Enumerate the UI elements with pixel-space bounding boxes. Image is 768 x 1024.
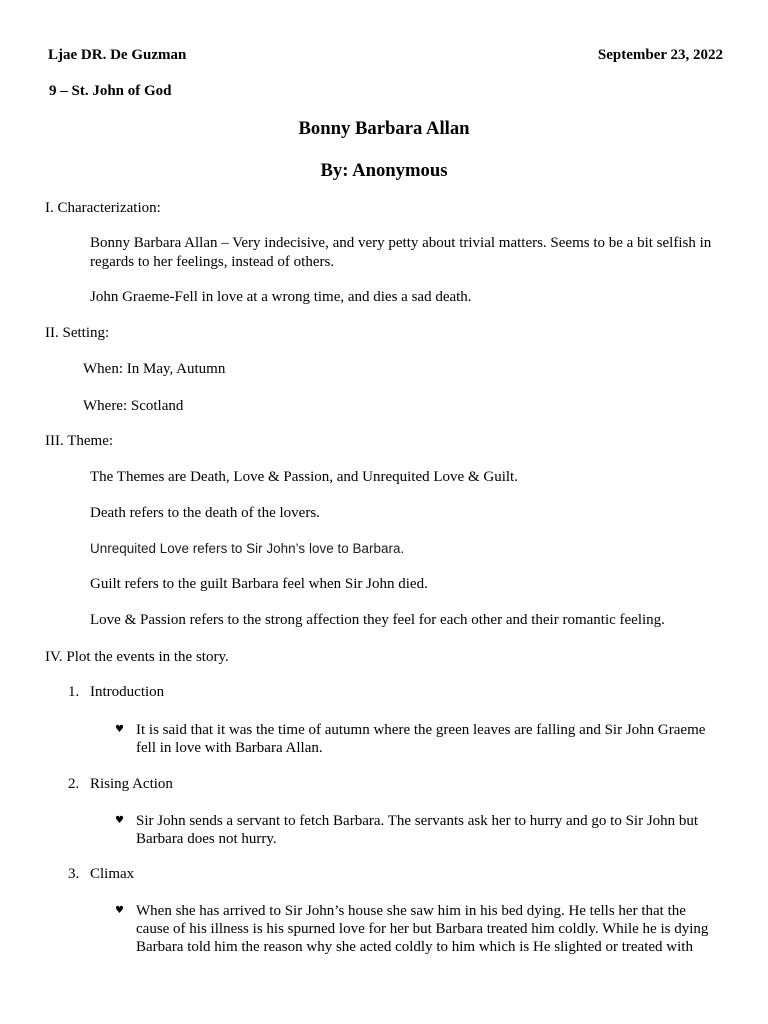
list-number: 3.	[68, 866, 80, 882]
document-date: September 23, 2022	[597, 47, 723, 63]
section-heading-plot: IV. Plot the events in the story.	[45, 649, 229, 665]
section-heading-setting: II. Setting:	[45, 325, 110, 341]
paragraph-line: Barbara does not hurry.	[136, 831, 277, 847]
heart-bullet-icon	[115, 902, 124, 920]
list-number: 1.	[68, 684, 80, 700]
plot-bullet-text	[136, 721, 705, 757]
theme-paragraph: Love & Passion refers to the strong affection they feel for each other and their romantic feeling.	[90, 612, 665, 628]
paragraph-line: It is said that it was the time of autumn where the green leaves are falling and Sir John Graeme	[136, 722, 706, 738]
characterization-entry	[90, 234, 711, 272]
paragraph-line: Sir John sends a servant to fetch Barbara. The servants ask her to hurry and go to Sir John but	[136, 813, 699, 829]
plot-item-label: Introduction	[90, 684, 165, 700]
setting-where: Where: Scotland	[83, 398, 184, 414]
document-title: Bonny Barbara Allan	[298, 118, 470, 139]
plot-item-label: Climax	[90, 866, 135, 882]
paragraph-line: fell in love with Barbara Allan.	[136, 740, 323, 756]
theme-paragraph: Guilt refers to the guilt Barbara feel when Sir John died.	[90, 576, 428, 592]
theme-paragraph: Death refers to the death of the lovers.	[90, 505, 320, 521]
paragraph-line: Bonny Barbara Allan – Very indecisive, and very petty about trivial matters. Seems to be a bit selfish in	[90, 235, 712, 251]
characterization-entry	[90, 288, 472, 306]
theme-paragraph: Unrequited Love refers to Sir John’s love to Barbara.	[90, 541, 405, 556]
heart-bullet-icon	[115, 812, 124, 830]
section-heading-theme: III. Theme:	[45, 433, 114, 449]
author-name: Ljae DR. De Guzman	[48, 47, 187, 63]
byline: By: Anonymous	[320, 160, 448, 181]
theme-paragraph: The Themes are Death, Love & Passion, and Unrequited Love & Guilt.	[90, 469, 518, 485]
list-number: 2.	[68, 776, 80, 792]
setting-when: When: In May, Autumn	[83, 361, 226, 377]
paragraph-line: cause of his illness is his spurned love for her but Barbara treated him coldly. While he is dying	[136, 921, 709, 937]
paragraph-line: When she has arrived to Sir John’s house she saw him in his bed dying. He tells her that the	[136, 903, 686, 919]
plot-bullet-text	[136, 812, 698, 848]
plot-item-label: Rising Action	[90, 776, 173, 792]
section-heading-characterization: I. Characterization:	[45, 200, 161, 216]
heart-bullet-icon	[115, 721, 124, 739]
class-section: 9 – St. John of God	[49, 83, 172, 99]
paragraph-line: regards to her feelings, instead of others.	[90, 254, 335, 270]
plot-bullet-text	[136, 902, 708, 956]
paragraph-line: Barbara told him the reason why she acted coldly to him which is He slighted or treated with	[136, 939, 693, 955]
paragraph-line: John Graeme-Fell in love at a wrong time, and dies a sad death.	[90, 289, 472, 305]
